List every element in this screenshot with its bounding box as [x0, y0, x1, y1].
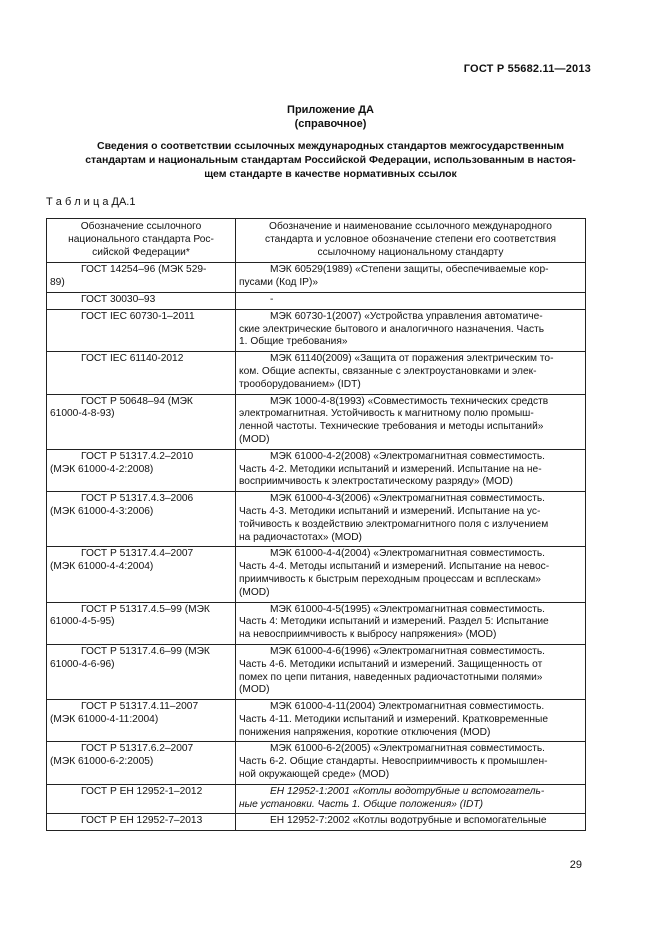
- national-standard-cell: [47, 309, 236, 351]
- cell-line: пусами (Код IP)»: [239, 277, 319, 289]
- cell-line: понижения напряжения, короткие отключения (MOD): [239, 726, 491, 738]
- cell-line: МЭК 61000-4-2(2008) «Электромагнитная совместимость.: [270, 450, 545, 462]
- international-standard-cell: [236, 742, 586, 784]
- header-line: стандарта и условное обозначение степени его соответствия: [265, 233, 556, 245]
- annex-description-line: щем стандарте в качестве нормативных ссылок: [204, 168, 457, 180]
- cell-line: ГОСТ Р 51317.4.11–2007: [81, 701, 199, 713]
- cell-line: ГОСТ Р 51317.4.4–2007: [81, 548, 194, 560]
- international-standard-cell: [236, 700, 586, 742]
- annex-description: [50, 139, 611, 181]
- cell-line: Часть 4-6. Методики испытаний и измерений. Защищенность от: [239, 658, 543, 670]
- table-row: [47, 263, 586, 293]
- table-row: [47, 644, 586, 699]
- header-line: сийской Федерации*: [92, 246, 190, 258]
- annex-description-line: Сведения о соответствии ссылочных международных стандартов межгосударственным: [97, 140, 564, 152]
- cell-line: ГОСТ Р 51317.4.2–2010: [81, 450, 194, 462]
- table-row: [47, 784, 586, 814]
- page-number: 29: [569, 859, 582, 871]
- cell-line: (МЭК 61000-4-3:2006): [50, 505, 154, 517]
- cell-line: (МЭК 61000-6-2:2005): [50, 756, 154, 768]
- cell-line: Часть 4-3. Методики испытаний и измерений. Испытание на ус-: [239, 505, 541, 517]
- cell-line: ком. Общие аспекты, связанные с электроустановками и элек-: [239, 365, 537, 377]
- international-standard-cell: [236, 602, 586, 644]
- table-row: [47, 352, 586, 394]
- national-standard-cell: [47, 644, 236, 699]
- cell-line: Часть 4-11. Методики испытаний и измерений. Кратковременные: [239, 713, 549, 725]
- cell-line: ГОСТ IEC 60730-1–2011: [81, 310, 195, 322]
- international-standard-cell: [236, 784, 586, 814]
- annex-title: Приложение ДА: [287, 104, 374, 116]
- national-standard-cell: [47, 814, 236, 831]
- table-caption: Т а б л и ц а ДА.1: [46, 196, 136, 208]
- cell-line: (MOD): [239, 433, 270, 445]
- annex-description-line: стандартам и национальным стандартам Российской Федерации, использованным в настоя-: [85, 154, 576, 166]
- table-row: [47, 602, 586, 644]
- national-standard-cell: [47, 292, 236, 309]
- cell-line: восприимчивость к электростатическому разряду» (MOD): [239, 476, 513, 488]
- cell-line: ГОСТ Р ЕН 12952-1–2012: [81, 785, 203, 797]
- header-line: Обозначение ссылочного: [80, 221, 202, 232]
- national-standard-cell: [47, 352, 236, 394]
- cell-line: МЭК 1000-4-8(1993) «Совместимость технических средств: [270, 395, 549, 407]
- cell-line: ЕН 12952-1:2001 «Котлы водотрубные и вспомогатель-: [270, 785, 545, 797]
- cell-line: МЭК 60529(1989) «Степени защиты, обеспечиваемые кор-: [270, 264, 549, 276]
- national-standard-cell: [47, 784, 236, 814]
- national-standard-cell: [47, 263, 236, 293]
- cell-line: Часть 4: Методики испытаний и измерений. Раздел 5: Испытание: [239, 616, 549, 628]
- international-standard-cell: [236, 309, 586, 351]
- standards-table: [46, 218, 586, 831]
- cell-line: МЭК 60730-1(2007) «Устройства управления автоматиче-: [270, 310, 543, 322]
- cell-line: ГОСТ Р 51317.6.2–2007: [81, 743, 194, 755]
- cell-line: Часть 4-4. Методы испытаний и измерений. Испытание на невос-: [239, 561, 550, 573]
- cell-line: Часть 6-2. Общие стандарты. Невосприимчивость к промышлен-: [239, 756, 548, 768]
- cell-line: ные установки. Часть 1. Общие положения» (IDT): [239, 798, 483, 810]
- international-standard-cell: [236, 814, 586, 831]
- cell-line: МЭК 61000-6-2(2005) «Электромагнитная совместимость.: [270, 743, 545, 755]
- cell-line: трооборудованием» (IDT): [239, 378, 361, 390]
- international-standard-cell: [236, 263, 586, 293]
- annex-heading: [0, 103, 661, 131]
- cell-line: ГОСТ Р 51317.4.5–99 (МЭК: [81, 603, 210, 615]
- international-standard-cell: [236, 547, 586, 602]
- table-row: [47, 292, 586, 309]
- table-body: [47, 263, 586, 831]
- cell-line: ЕН 12952-7:2002 «Котлы водотрубные и вспомогательные: [270, 815, 547, 827]
- national-standard-cell: [47, 394, 236, 449]
- cell-line: 61000-4-8-93): [50, 408, 115, 420]
- international-standard-cell: [236, 352, 586, 394]
- table-row: [47, 547, 586, 602]
- cell-line: (МЭК 61000-4-2:2008): [50, 463, 154, 475]
- col-national-header: [47, 219, 236, 263]
- document-code: ГОСТ Р 55682.11—2013: [463, 63, 591, 75]
- cell-line: ГОСТ IEC 61140-2012: [81, 353, 184, 365]
- cell-line: МЭК 61000-4-5(1995) «Электромагнитная совместимость.: [270, 603, 545, 615]
- international-standard-cell: [236, 292, 586, 309]
- table-row: [47, 492, 586, 547]
- cell-line: МЭК 61000-4-3(2006) «Электромагнитная совместимость.: [270, 493, 545, 505]
- cell-line: МЭК 61000-4-6(1996) «Электромагнитная совместимость.: [270, 645, 545, 657]
- cell-line: -: [270, 293, 274, 305]
- cell-line: электромагнитная. Устойчивость к магнитному полю промыш-: [239, 408, 534, 420]
- table-row: [47, 742, 586, 784]
- cell-line: 61000-4-6-96): [50, 658, 115, 670]
- cell-line: Часть 4-2. Методики испытаний и измерений. Испытание на не-: [239, 463, 542, 475]
- cell-line: 89): [50, 277, 65, 289]
- cell-line: на радиочастотах» (MOD): [239, 531, 362, 543]
- header-line: национального стандарта Рос-: [68, 233, 214, 245]
- cell-line: ной окружающей среде» (MOD): [239, 769, 390, 781]
- national-standard-cell: [47, 700, 236, 742]
- cell-line: ГОСТ Р 50648–94 (МЭК: [81, 395, 193, 407]
- table-row: [47, 394, 586, 449]
- international-standard-cell: [236, 449, 586, 491]
- table-row: [47, 700, 586, 742]
- cell-line: ГОСТ Р 51317.4.3–2006: [81, 493, 194, 505]
- cell-line: ские электрические бытового и аналогичного назначения. Часть: [239, 323, 545, 335]
- cell-line: ГОСТ Р 51317.4.6–99 (МЭК: [81, 645, 210, 657]
- cell-line: на невосприимчивость к выбросу напряжения» (MOD): [239, 629, 497, 641]
- national-standard-cell: [47, 742, 236, 784]
- cell-line: МЭК 61000-4-11(2004) Электромагнитная совместимость.: [270, 701, 545, 713]
- cell-line: помех по цепи питания, наведенных радиочастотными полями»: [239, 671, 543, 683]
- table-header-row: [47, 219, 586, 263]
- cell-line: (MOD): [239, 586, 270, 598]
- header-line: ссылочному национальному стандарту: [317, 246, 504, 258]
- table-row: [47, 309, 586, 351]
- cell-line: (МЭК 61000-4-11:2004): [50, 713, 159, 725]
- table-row: [47, 814, 586, 831]
- international-standard-cell: [236, 644, 586, 699]
- cell-line: ГОСТ 30030–93: [81, 293, 156, 305]
- cell-line: МЭК 61140(2009) «Защита от поражения электрическим то-: [270, 353, 554, 365]
- cell-line: ГОСТ Р ЕН 12952-7–2013: [81, 815, 203, 827]
- cell-line: приимчивость к быстрым переходным процессам и всплескам»: [239, 573, 541, 585]
- cell-line: (MOD): [239, 684, 270, 696]
- table-row: [47, 449, 586, 491]
- header-line: Обозначение и наименование ссылочного международного: [269, 221, 552, 232]
- cell-line: 61000-4-5-95): [50, 616, 115, 628]
- national-standard-cell: [47, 547, 236, 602]
- cell-line: МЭК 61000-4-4(2004) «Электромагнитная совместимость.: [270, 548, 545, 560]
- cell-line: 1. Общие требования»: [239, 336, 348, 348]
- international-standard-cell: [236, 492, 586, 547]
- national-standard-cell: [47, 449, 236, 491]
- cell-line: ГОСТ 14254–96 (МЭК 529-: [81, 264, 207, 276]
- cell-line: тойчивость к воздействию электромагнитного поля с излучением: [239, 518, 549, 530]
- national-standard-cell: [47, 602, 236, 644]
- international-standard-cell: [236, 394, 586, 449]
- col-international-header: [236, 219, 586, 263]
- cell-line: (МЭК 61000-4-4:2004): [50, 561, 154, 573]
- national-standard-cell: [47, 492, 236, 547]
- cell-line: ленной частоты. Технические требования и методы испытаний»: [239, 421, 544, 433]
- annex-subtitle: (справочное): [294, 118, 367, 130]
